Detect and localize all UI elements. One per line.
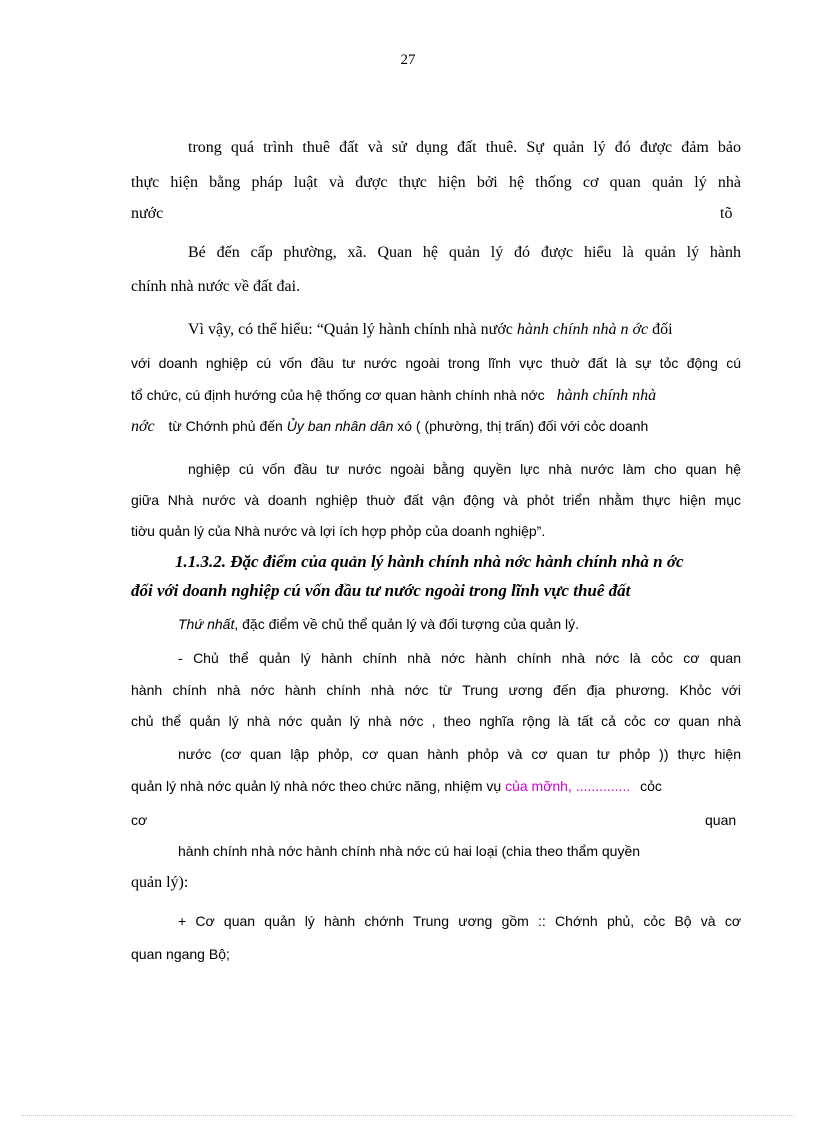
text-fragment: tổ chức, cú định hướng của hệ thống cơ quan hành chính nhà nớc — [131, 387, 545, 403]
text-fragment: Vì vậy, có thể hiểu: “Quản lý hành chính nhà nước — [188, 321, 513, 338]
body-line: tiờu quản lý của Nhà nước và lợi ích hợp phỏp của doanh nghiệp”. — [131, 523, 546, 539]
body-line: Bé đến cấp phường, xã. Quan hệ quản lý đó được hiểu là quản lý hành — [188, 244, 741, 261]
text-fragment: đối — [652, 321, 673, 338]
text-fragment: cơ — [131, 812, 148, 828]
body-line — [178, 614, 738, 634]
text-fragment: hành chính nhà n ớc — [516, 321, 649, 338]
body-line: nước (cơ quan lập phỏp, cơ quan hành phỏp và cơ quan tư phỏp )) thực hiện — [178, 746, 741, 762]
text-fragment: của mỡnh, — [505, 778, 572, 794]
text-fragment: nước — [131, 205, 164, 222]
body-line — [131, 810, 741, 830]
body-line: quan ngang Bộ; — [131, 946, 230, 962]
text-fragment: .............. — [575, 778, 631, 794]
body-line: chủ thể quản lý nhà nớc quản lý nhà nớc , theo nghĩa rộng là tất cả cỏc cơ quan nhà — [131, 713, 741, 729]
body-line: quản lý): — [131, 874, 189, 891]
page-number: 27 — [400, 52, 416, 68]
text-fragment: , đặc điểm về chủ thể quản lý và đối tượng của quản lý. — [234, 616, 580, 632]
body-line — [188, 320, 741, 340]
body-line: với doanh nghiệp cú vốn đầu tư nước ngoài trong lĩnh vực thuờ đất là sự tỏc động cú — [131, 355, 741, 371]
body-line: hành chính nhà nớc hành chính nhà nớc từ Trung ương đến địa phương. Khỏc với — [131, 682, 741, 698]
text-fragment: từ Chớnh phủ đến — [168, 418, 283, 434]
body-line: chính nhà nước về đất đai. — [131, 278, 301, 295]
body-line — [131, 416, 741, 437]
body-line: nghiệp cú vốn đầu tư nước ngoài bằng quyền lực nhà nước làm cho quan hệ — [188, 461, 741, 477]
text-fragment: Thứ nhất — [178, 616, 235, 632]
body-line: hành chính nhà nớc hành chính nhà nớc cú hai loại (chia theo thẩm quyền — [178, 843, 641, 859]
section-heading: đối với doanh nghiệp cú vốn đầu tư nước ngoài trong lĩnh vực thuê đất — [131, 581, 631, 600]
text-fragment: cỏc — [640, 778, 662, 794]
text-fragment: tõ — [720, 205, 733, 222]
body-line — [131, 385, 741, 406]
body-line: thực hiện bằng pháp luật và được thực hiện bởi hệ thống cơ quan quản lý nhà — [131, 174, 741, 191]
body-line: + Cơ quan quản lý hành chớnh Trung ương gồm :: Chớnh phủ, cỏc Bộ và cơ — [178, 913, 741, 929]
body-line — [131, 776, 741, 796]
body-line — [720, 204, 760, 224]
section-heading: 1.1.3.2. Đặc điểm của quản lý hành chính nhà nớc hành chính nhà n ớc — [175, 552, 684, 571]
text-fragment: xó ( (phường, thị trấn) đối với cỏc doanh — [397, 418, 649, 434]
body-line — [705, 810, 745, 830]
body-line: - Chủ thể quản lý hành chính nhà nớc hành chính nhà nớc là cỏc cơ quan — [178, 650, 741, 666]
body-line: giữa Nhà nước và doanh nghiệp thuờ đất vận động và phỏt triển nhằm thực hiện mục — [131, 492, 741, 508]
page-bottom-rule — [22, 1115, 794, 1116]
text-fragment: hành chính nhà — [556, 387, 657, 404]
body-line — [131, 204, 741, 224]
text-fragment: nớc — [131, 418, 155, 435]
text-fragment: Ủy ban nhân dân — [286, 418, 394, 434]
text-fragment: quản lý nhà nớc quản lý nhà nớc theo chức năng, nhiệm vụ — [131, 778, 502, 794]
text-fragment: quan — [705, 812, 737, 828]
body-line: trong quá trình thuê đất và sử dụng đất thuê. Sự quản lý đó được đảm bảo — [188, 139, 741, 156]
